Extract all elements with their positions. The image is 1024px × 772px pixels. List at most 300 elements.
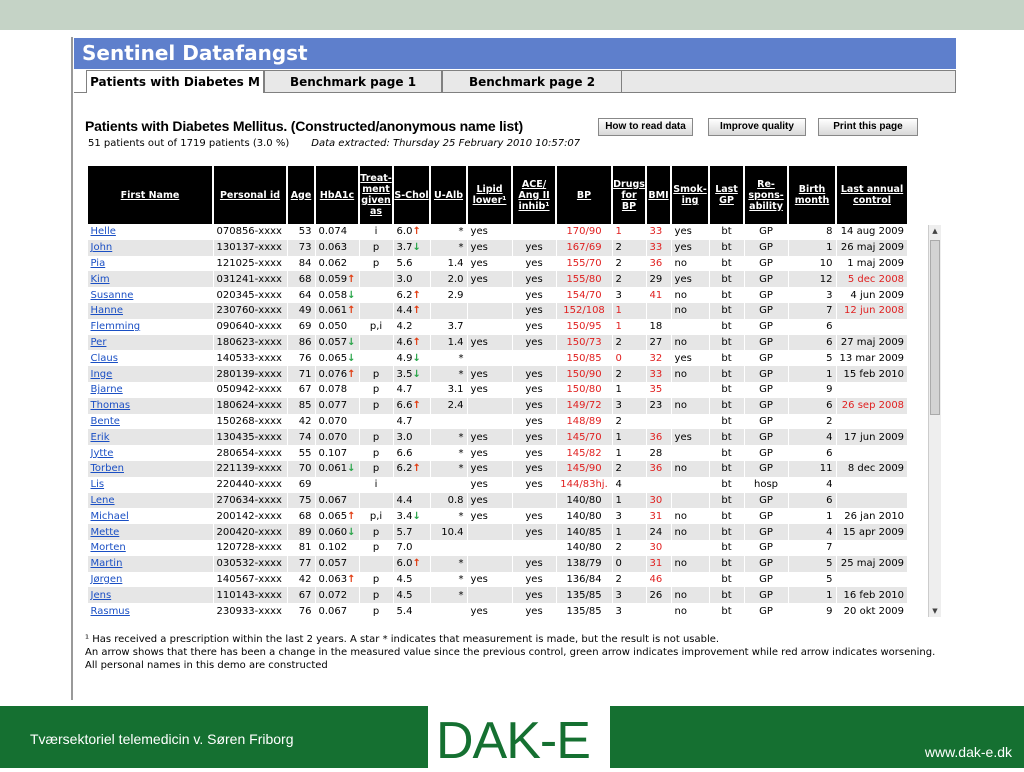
cell-u-alb bbox=[430, 572, 467, 588]
cell-lipid-lower bbox=[467, 493, 512, 509]
cell-last-control-value: 20 okt 2009 bbox=[843, 605, 905, 617]
cell-first-name-value[interactable]: Rasmus bbox=[90, 605, 130, 617]
cell-personal-id bbox=[213, 224, 287, 240]
cell-bmi bbox=[646, 256, 671, 272]
col-responsibility[interactable]: Re-spons-ability bbox=[744, 166, 788, 224]
cell-personal-id-value: 140533-xxxx bbox=[216, 352, 282, 364]
cell-ace-inhib bbox=[512, 477, 556, 493]
cell-first-name-value[interactable]: Hanne bbox=[90, 305, 123, 317]
cell-last-gp bbox=[709, 603, 744, 619]
cell-first-name[interactable] bbox=[87, 303, 213, 319]
cell-last-gp-value: bt bbox=[721, 573, 732, 585]
cell-personal-id-value: 200420-xxxx bbox=[216, 526, 282, 538]
arrow-down-icon: ↓ bbox=[412, 352, 421, 364]
cell-bmi bbox=[646, 303, 671, 319]
cell-bmi bbox=[646, 366, 671, 382]
col-age[interactable]: Age bbox=[287, 166, 315, 224]
cell-first-name-value[interactable]: Mette bbox=[90, 526, 120, 538]
cell-personal-id bbox=[213, 271, 287, 287]
cell-ace-inhib-value: yes bbox=[525, 526, 543, 538]
cell-responsibility-value: GP bbox=[759, 558, 773, 570]
cell-bp-value: 145/90 bbox=[566, 463, 602, 475]
arrow-up-icon: ↑ bbox=[412, 400, 421, 412]
cell-bp-value: 154/70 bbox=[566, 289, 602, 301]
cell-age-value: 64 bbox=[298, 289, 312, 301]
cell-age bbox=[287, 572, 315, 588]
cell-responsibility bbox=[744, 572, 788, 588]
cell-personal-id-value: 120728-xxxx bbox=[216, 542, 282, 554]
cell-hba1c-value: 0.070 bbox=[318, 415, 348, 427]
table-row bbox=[87, 429, 907, 445]
cell-first-name-value[interactable]: Kim bbox=[90, 273, 110, 285]
cell-birth-month-value: 3 bbox=[826, 289, 833, 301]
cell-s-chol-value: 4.7 bbox=[396, 384, 413, 396]
cell-first-name-value[interactable]: Morten bbox=[90, 542, 126, 554]
cell-first-name[interactable] bbox=[87, 445, 213, 461]
cell-hba1c-value: 0.063 bbox=[318, 573, 348, 585]
cell-s-chol bbox=[393, 429, 430, 445]
cell-age-value: 49 bbox=[298, 305, 312, 317]
cell-birth-month bbox=[788, 335, 836, 351]
cell-ace-inhib-value: yes bbox=[525, 336, 543, 348]
cell-ace-inhib-value: yes bbox=[525, 273, 543, 285]
cell-s-chol bbox=[393, 398, 430, 414]
window-left-border bbox=[71, 37, 73, 700]
cell-s-chol-value: 6.0 bbox=[396, 226, 413, 238]
arrow-up-icon: ↑ bbox=[347, 305, 356, 317]
cell-s-chol bbox=[393, 524, 430, 540]
cell-u-alb-value: 3.7 bbox=[447, 321, 464, 333]
cell-first-name-value[interactable]: Thomas bbox=[90, 400, 131, 412]
cell-drugs-bp-value: 2 bbox=[615, 336, 622, 348]
cell-first-name-value[interactable]: Jens bbox=[90, 589, 112, 601]
col-hba1c[interactable]: HbA1c bbox=[315, 166, 359, 224]
cell-bmi bbox=[646, 445, 671, 461]
cell-drugs-bp bbox=[612, 256, 646, 272]
cell-bmi-value: 29 bbox=[649, 273, 663, 285]
tab-benchmark-2[interactable]: Benchmark page 2 bbox=[442, 70, 622, 92]
cell-last-gp-value: bt bbox=[721, 558, 732, 570]
cell-hba1c bbox=[315, 524, 359, 540]
cell-last-control-value: 8 dec 2009 bbox=[847, 463, 905, 475]
col-last-control[interactable]: Last annual control bbox=[836, 166, 907, 224]
arrow-up-icon: ↑ bbox=[347, 368, 356, 380]
cell-smoking-value: yes bbox=[674, 273, 692, 285]
cell-bp bbox=[556, 271, 612, 287]
cell-last-control bbox=[836, 240, 907, 256]
cell-smoking-value: no bbox=[674, 289, 687, 301]
table-row bbox=[87, 224, 907, 240]
cell-ace-inhib bbox=[512, 350, 556, 366]
cell-smoking bbox=[671, 398, 709, 414]
cell-bp bbox=[556, 398, 612, 414]
cell-first-name-value[interactable]: Erik bbox=[90, 431, 110, 443]
cell-hba1c-value: 0.057 bbox=[318, 558, 348, 570]
cell-first-name-value[interactable]: John bbox=[90, 242, 113, 254]
scroll-down-icon[interactable]: ▼ bbox=[932, 607, 938, 615]
cell-bp bbox=[556, 603, 612, 619]
cell-first-name[interactable] bbox=[87, 256, 213, 272]
cell-first-name[interactable] bbox=[87, 382, 213, 398]
cell-lipid-lower-value: yes bbox=[470, 510, 488, 522]
col-s-chol[interactable]: S-Chol bbox=[393, 166, 430, 224]
cell-u-alb-value: 10.4 bbox=[441, 526, 464, 538]
top-band bbox=[0, 0, 1024, 30]
cell-last-control-value: 15 apr 2009 bbox=[842, 526, 905, 538]
cell-personal-id bbox=[213, 556, 287, 572]
cell-first-name[interactable] bbox=[87, 335, 213, 351]
cell-first-name[interactable] bbox=[87, 477, 213, 493]
cell-u-alb bbox=[430, 350, 467, 366]
col-bp[interactable]: BP bbox=[556, 166, 612, 224]
cell-last-gp bbox=[709, 271, 744, 287]
cell-first-name[interactable] bbox=[87, 287, 213, 303]
cell-first-name-value[interactable]: Torben bbox=[90, 463, 124, 475]
cell-drugs-bp-value: 1 bbox=[615, 226, 622, 238]
cell-u-alb bbox=[430, 287, 467, 303]
cell-age-value: 67 bbox=[298, 589, 312, 601]
cell-first-name-value[interactable]: Jørgen bbox=[90, 573, 123, 585]
cell-u-alb bbox=[430, 429, 467, 445]
cell-ace-inhib-value: yes bbox=[525, 605, 543, 617]
cell-s-chol bbox=[393, 493, 430, 509]
cell-personal-id-value: 280654-xxxx bbox=[216, 447, 282, 459]
cell-birth-month bbox=[788, 508, 836, 524]
cell-last-control bbox=[836, 366, 907, 382]
cell-drugs-bp bbox=[612, 429, 646, 445]
cell-u-alb bbox=[430, 461, 467, 477]
cell-hba1c bbox=[315, 587, 359, 603]
cell-last-control-value: 14 aug 2009 bbox=[840, 226, 905, 238]
table-row bbox=[87, 271, 907, 287]
cell-birth-month bbox=[788, 240, 836, 256]
cell-bmi bbox=[646, 493, 671, 509]
tab-benchmark-1[interactable]: Benchmark page 1 bbox=[264, 70, 442, 92]
cell-first-name[interactable] bbox=[87, 240, 213, 256]
cell-drugs-bp bbox=[612, 319, 646, 335]
cell-personal-id bbox=[213, 508, 287, 524]
cell-lipid-lower-value: yes bbox=[470, 384, 488, 396]
cell-last-control bbox=[836, 414, 907, 430]
cell-last-gp bbox=[709, 524, 744, 540]
cell-hba1c-value: 0.072 bbox=[318, 589, 348, 601]
cell-first-name[interactable] bbox=[87, 493, 213, 509]
cell-bmi bbox=[646, 271, 671, 287]
cell-bp-value: 140/80 bbox=[566, 494, 602, 506]
cell-treatment-value: p bbox=[372, 400, 380, 412]
cell-lipid-lower bbox=[467, 240, 512, 256]
cell-hba1c bbox=[315, 477, 359, 493]
cell-s-chol bbox=[393, 587, 430, 603]
cell-lipid-lower-value: yes bbox=[470, 479, 488, 491]
cell-ace-inhib bbox=[512, 587, 556, 603]
cell-last-gp bbox=[709, 477, 744, 493]
cell-first-name-value[interactable]: Claus bbox=[90, 352, 118, 364]
cell-first-name-value[interactable]: Flemming bbox=[90, 321, 141, 333]
cell-u-alb bbox=[430, 398, 467, 414]
cell-s-chol bbox=[393, 256, 430, 272]
table-row bbox=[87, 414, 907, 430]
cell-last-gp bbox=[709, 572, 744, 588]
cell-age bbox=[287, 540, 315, 556]
cell-first-name[interactable] bbox=[87, 398, 213, 414]
cell-first-name[interactable] bbox=[87, 319, 213, 335]
col-u-alb[interactable]: U-Alb bbox=[430, 166, 467, 224]
cell-first-name[interactable] bbox=[87, 556, 213, 572]
cell-bp-value: 145/70 bbox=[566, 431, 602, 443]
cell-smoking bbox=[671, 524, 709, 540]
cell-birth-month-value: 6 bbox=[826, 321, 833, 333]
cell-birth-month bbox=[788, 350, 836, 366]
cell-first-name[interactable] bbox=[87, 540, 213, 556]
cell-smoking bbox=[671, 445, 709, 461]
cell-u-alb-value: * bbox=[458, 589, 464, 601]
cell-bmi-value: 31 bbox=[649, 558, 663, 570]
cell-hba1c bbox=[315, 493, 359, 509]
cell-first-name[interactable] bbox=[87, 508, 213, 524]
cell-first-name[interactable] bbox=[87, 271, 213, 287]
tab-patients-diabetes[interactable]: Patients with Diabetes M bbox=[86, 70, 264, 93]
cell-ace-inhib bbox=[512, 224, 556, 240]
cell-drugs-bp-value: 3 bbox=[615, 605, 622, 617]
cell-personal-id bbox=[213, 287, 287, 303]
cell-s-chol bbox=[393, 540, 430, 556]
tab-bar bbox=[74, 70, 956, 93]
cell-s-chol bbox=[393, 240, 430, 256]
arrow-up-icon: ↑ bbox=[412, 226, 421, 238]
cell-s-chol-value: 6.0 bbox=[396, 558, 413, 570]
cell-treatment-value: p bbox=[372, 573, 380, 585]
cell-first-name[interactable] bbox=[87, 572, 213, 588]
col-treatment[interactable]: Treat-ment given as bbox=[359, 166, 393, 224]
scroll-thumb[interactable] bbox=[930, 240, 940, 415]
cell-bp bbox=[556, 429, 612, 445]
cell-responsibility-value: GP bbox=[759, 494, 773, 506]
arrow-down-icon: ↓ bbox=[347, 336, 356, 348]
cell-age bbox=[287, 382, 315, 398]
cell-ace-inhib bbox=[512, 271, 556, 287]
col-lipid-lower[interactable]: Lipid lower¹ bbox=[467, 166, 512, 224]
cell-last-control bbox=[836, 572, 907, 588]
cell-age-value: 71 bbox=[298, 368, 312, 380]
col-smoking[interactable]: Smok-ing bbox=[671, 166, 709, 224]
arrow-up-icon: ↑ bbox=[412, 336, 421, 348]
cell-ace-inhib bbox=[512, 256, 556, 272]
col-ace-inhib[interactable]: ACE/ Ang II inhib¹ bbox=[512, 166, 556, 224]
col-last-gp[interactable]: Last GP bbox=[709, 166, 744, 224]
cell-first-name-value[interactable]: Martin bbox=[90, 558, 123, 570]
cell-first-name[interactable] bbox=[87, 350, 213, 366]
cell-u-alb bbox=[430, 603, 467, 619]
cell-age-value: 85 bbox=[298, 400, 312, 412]
cell-u-alb-value: * bbox=[458, 352, 464, 364]
cell-birth-month-value: 5 bbox=[826, 352, 833, 364]
cell-treatment bbox=[359, 493, 393, 509]
cell-responsibility-value: GP bbox=[759, 289, 773, 301]
table-row bbox=[87, 240, 907, 256]
cell-s-chol bbox=[393, 303, 430, 319]
cell-first-name-value[interactable]: Bjarne bbox=[90, 384, 123, 396]
table-row bbox=[87, 587, 907, 603]
cell-bp-value: 148/89 bbox=[566, 415, 602, 427]
cell-lipid-lower bbox=[467, 287, 512, 303]
col-bmi[interactable]: BMI bbox=[646, 166, 671, 224]
cell-last-control-value: 26 maj 2009 bbox=[840, 242, 905, 254]
cell-ace-inhib-value: yes bbox=[525, 305, 543, 317]
cell-u-alb-value: * bbox=[458, 573, 464, 585]
cell-bp bbox=[556, 303, 612, 319]
cell-birth-month-value: 6 bbox=[826, 447, 833, 459]
cell-first-name-value[interactable]: Pia bbox=[90, 257, 106, 269]
cell-responsibility bbox=[744, 350, 788, 366]
cell-hba1c bbox=[315, 350, 359, 366]
scroll-up-icon[interactable]: ▲ bbox=[932, 227, 938, 235]
cell-hba1c-value: 0.076 bbox=[318, 368, 348, 380]
cell-bp bbox=[556, 366, 612, 382]
cell-age bbox=[287, 256, 315, 272]
footer-url[interactable]: www.dak-e.dk bbox=[924, 744, 1012, 760]
cell-first-name[interactable] bbox=[87, 524, 213, 540]
cell-first-name-value[interactable]: Helle bbox=[90, 226, 116, 238]
cell-responsibility-value: GP bbox=[759, 400, 773, 412]
cell-birth-month-value: 7 bbox=[826, 542, 833, 554]
cell-birth-month-value: 1 bbox=[826, 242, 833, 254]
cell-first-name[interactable] bbox=[87, 414, 213, 430]
cell-first-name[interactable] bbox=[87, 461, 213, 477]
cell-smoking bbox=[671, 382, 709, 398]
cell-bp bbox=[556, 572, 612, 588]
cell-hba1c bbox=[315, 461, 359, 477]
cell-birth-month bbox=[788, 445, 836, 461]
cell-bp-value: 150/80 bbox=[566, 384, 602, 396]
cell-age bbox=[287, 350, 315, 366]
cell-smoking bbox=[671, 319, 709, 335]
cell-personal-id bbox=[213, 587, 287, 603]
cell-last-control-value: 5 dec 2008 bbox=[847, 273, 905, 285]
cell-hba1c bbox=[315, 603, 359, 619]
cell-first-name[interactable] bbox=[87, 224, 213, 240]
arrow-up-icon: ↑ bbox=[412, 305, 421, 317]
cell-treatment-value: p bbox=[372, 589, 380, 601]
cell-personal-id-value: 020345-xxxx bbox=[216, 289, 282, 301]
cell-hba1c bbox=[315, 540, 359, 556]
cell-responsibility bbox=[744, 319, 788, 335]
cell-hba1c-value: 0.065 bbox=[318, 352, 348, 364]
how-to-read-button[interactable]: How to read data bbox=[598, 118, 693, 136]
cell-age bbox=[287, 271, 315, 287]
cell-age bbox=[287, 429, 315, 445]
cell-first-name[interactable] bbox=[87, 587, 213, 603]
patient-count-line bbox=[88, 138, 580, 149]
cell-age-value: 55 bbox=[298, 447, 312, 459]
table-row bbox=[87, 335, 907, 351]
cell-drugs-bp bbox=[612, 587, 646, 603]
cell-hba1c bbox=[315, 224, 359, 240]
cell-personal-id-value: 200142-xxxx bbox=[216, 510, 282, 522]
cell-first-name-value[interactable]: Susanne bbox=[90, 289, 134, 301]
cell-responsibility-value: GP bbox=[759, 605, 773, 617]
print-page-button[interactable]: Print this page bbox=[818, 118, 918, 136]
cell-last-gp-value: bt bbox=[721, 321, 732, 333]
cell-age bbox=[287, 603, 315, 619]
cell-first-name[interactable] bbox=[87, 366, 213, 382]
cell-ace-inhib bbox=[512, 319, 556, 335]
cell-responsibility-value: GP bbox=[759, 321, 773, 333]
col-drugs-bp[interactable]: Drugs for BP bbox=[612, 166, 646, 224]
cell-first-name-value[interactable]: Lis bbox=[90, 479, 105, 491]
cell-first-name-value[interactable]: Lene bbox=[90, 494, 115, 506]
cell-drugs-bp bbox=[612, 445, 646, 461]
cell-birth-month bbox=[788, 319, 836, 335]
cell-treatment bbox=[359, 271, 393, 287]
cell-u-alb-value: * bbox=[458, 226, 464, 238]
cell-first-name-value[interactable]: Bente bbox=[90, 415, 120, 427]
cell-bp-value: 136/84 bbox=[566, 573, 602, 585]
cell-last-control-value: 26 jan 2010 bbox=[844, 510, 905, 522]
cell-ace-inhib-value: yes bbox=[525, 447, 543, 459]
cell-age-value: 77 bbox=[298, 558, 312, 570]
col-first-name[interactable]: First Name bbox=[87, 166, 213, 224]
cell-first-name[interactable] bbox=[87, 429, 213, 445]
cell-age-value: 68 bbox=[298, 273, 312, 285]
col-birth-month[interactable]: Birth month bbox=[788, 166, 836, 224]
cell-first-name-value[interactable]: Per bbox=[90, 336, 107, 348]
cell-s-chol-value: 6.2 bbox=[396, 289, 413, 301]
cell-lipid-lower bbox=[467, 540, 512, 556]
cell-s-chol-value: 6.6 bbox=[396, 447, 413, 459]
cell-ace-inhib bbox=[512, 303, 556, 319]
cell-drugs-bp-value: 2 bbox=[615, 542, 622, 554]
cell-last-gp-value: bt bbox=[721, 305, 732, 317]
cell-age-value: 81 bbox=[298, 542, 312, 554]
table-row bbox=[87, 366, 907, 382]
cell-personal-id-value: 090640-xxxx bbox=[216, 321, 282, 333]
cell-bp bbox=[556, 287, 612, 303]
cell-personal-id bbox=[213, 398, 287, 414]
cell-age-value: 76 bbox=[298, 352, 312, 364]
cell-hba1c bbox=[315, 556, 359, 572]
cell-last-gp-value: bt bbox=[721, 226, 732, 238]
cell-first-name-value[interactable]: Jytte bbox=[90, 447, 114, 459]
cell-last-gp bbox=[709, 445, 744, 461]
cell-s-chol-value: 6.6 bbox=[396, 400, 413, 412]
cell-birth-month-value: 7 bbox=[826, 305, 833, 317]
cell-first-name-value[interactable]: Michael bbox=[90, 510, 129, 522]
improve-quality-button[interactable]: Improve quality bbox=[708, 118, 806, 136]
cell-ace-inhib bbox=[512, 398, 556, 414]
cell-first-name[interactable] bbox=[87, 603, 213, 619]
table-scrollbar[interactable] bbox=[928, 225, 941, 617]
cell-personal-id bbox=[213, 603, 287, 619]
cell-age bbox=[287, 398, 315, 414]
cell-responsibility bbox=[744, 477, 788, 493]
cell-treatment-value: i bbox=[374, 226, 378, 238]
arrow-down-icon: ↓ bbox=[347, 289, 356, 301]
cell-smoking-value: no bbox=[674, 336, 687, 348]
cell-smoking bbox=[671, 493, 709, 509]
cell-bmi-value: 28 bbox=[649, 447, 663, 459]
cell-bp-value: 144/83hj. bbox=[560, 479, 608, 491]
cell-first-name-value[interactable]: Inge bbox=[90, 368, 113, 380]
cell-u-alb-value: 2.4 bbox=[447, 400, 464, 412]
cell-birth-month bbox=[788, 271, 836, 287]
col-personal-id[interactable]: Personal id bbox=[213, 166, 287, 224]
cell-ace-inhib bbox=[512, 445, 556, 461]
cell-bp bbox=[556, 524, 612, 540]
cell-lipid-lower-value: yes bbox=[470, 605, 488, 617]
cell-treatment-value: p bbox=[372, 368, 380, 380]
cell-last-gp bbox=[709, 429, 744, 445]
